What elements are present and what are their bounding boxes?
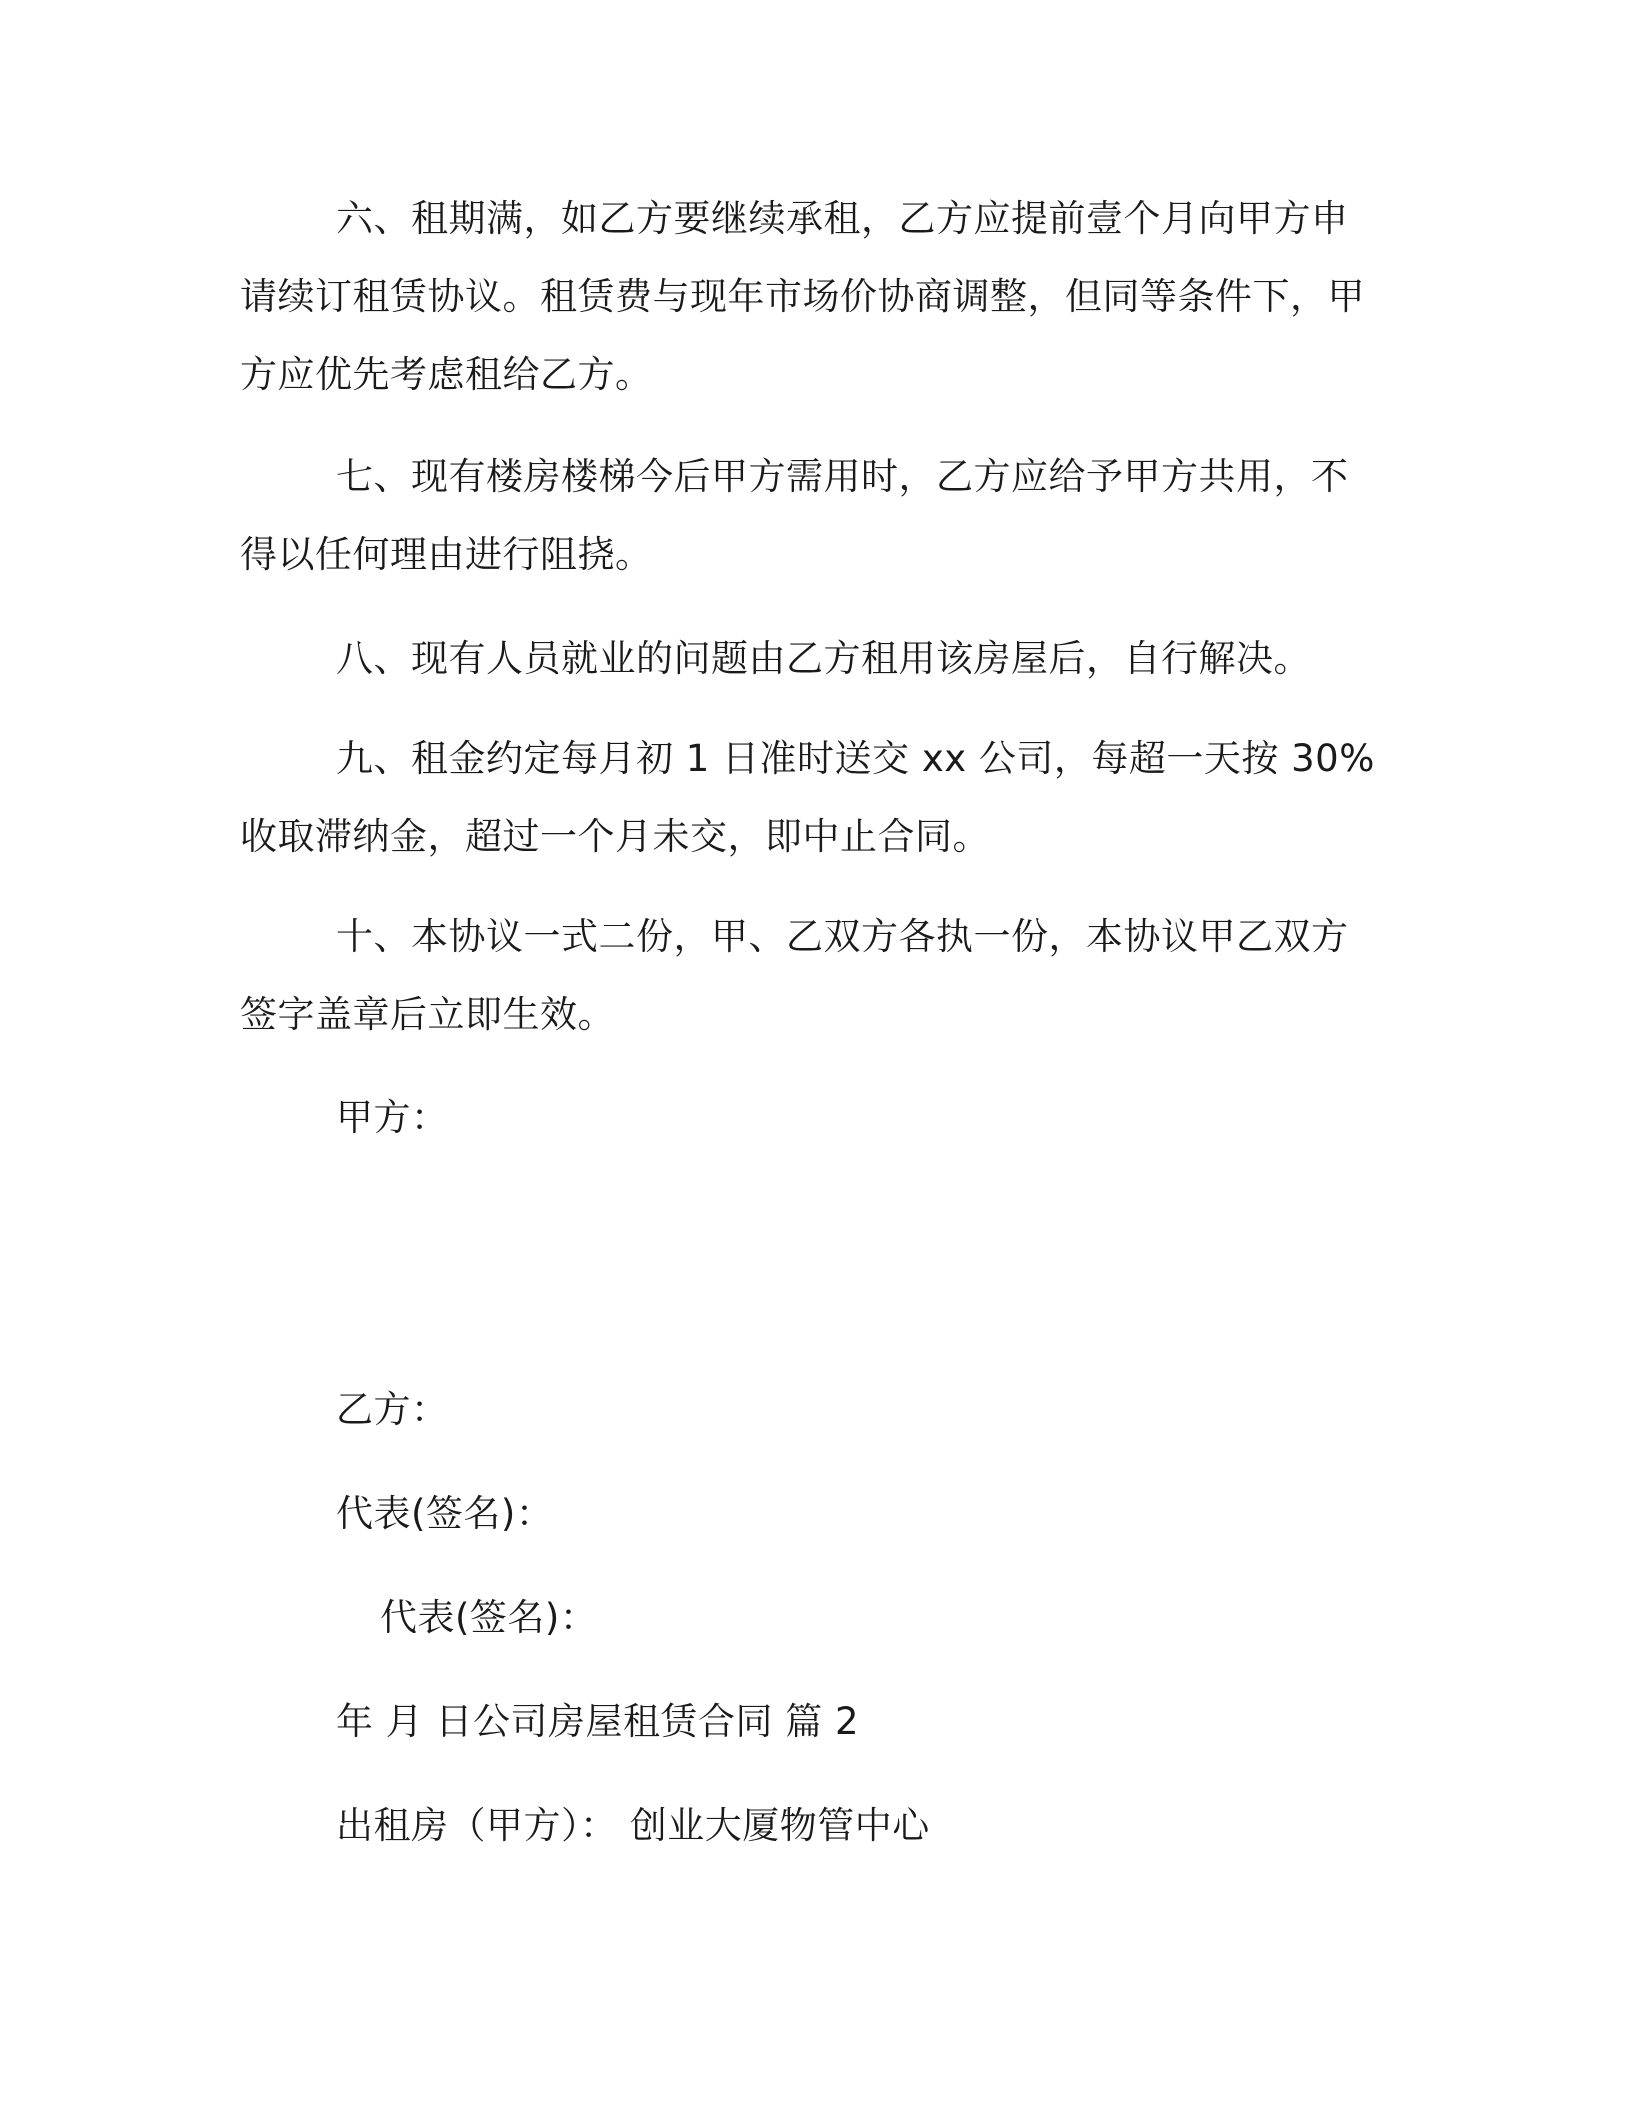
clause-ten: 十、本协议一式二份，甲、乙双方各执一份，本协议甲乙双方签字盖章后立即生效。 <box>240 915 1349 1036</box>
party-b-label: 乙方： <box>336 1388 449 1431</box>
representative-signature-a: 代表(签名)： <box>336 1492 554 1535</box>
clause-nine: 九、租金约定每月初 1 日准时送交 xx 公司，每超一天按 30%收取滞纳金，超过一个月未交，即中止合同。 <box>240 737 1375 858</box>
representative-signature-b: 代表(签名)： <box>380 1596 598 1639</box>
date-and-contract-title: 年 月 日公司房屋租赁合同 篇 2 <box>336 1700 860 1743</box>
lessor-line: 出租房（甲方）： 创业大厦物管中心 <box>336 1804 930 1847</box>
clause-eight: 八、现有人员就业的问题由乙方租用该房屋后，自行解决。 <box>336 637 1311 680</box>
clause-six: 六、租期满，如乙方要继续承租，乙方应提前壹个月向甲方申请续订租赁协议。租赁费与现年市场价协商调整，但同等条件下，甲方应优先考虑租给乙方。 <box>240 197 1365 396</box>
party-a-label: 甲方： <box>336 1096 449 1139</box>
clause-seven: 七、现有楼房楼梯今后甲方需用时，乙方应给予甲方共用，不得以任何理由进行阻挠。 <box>240 455 1349 576</box>
